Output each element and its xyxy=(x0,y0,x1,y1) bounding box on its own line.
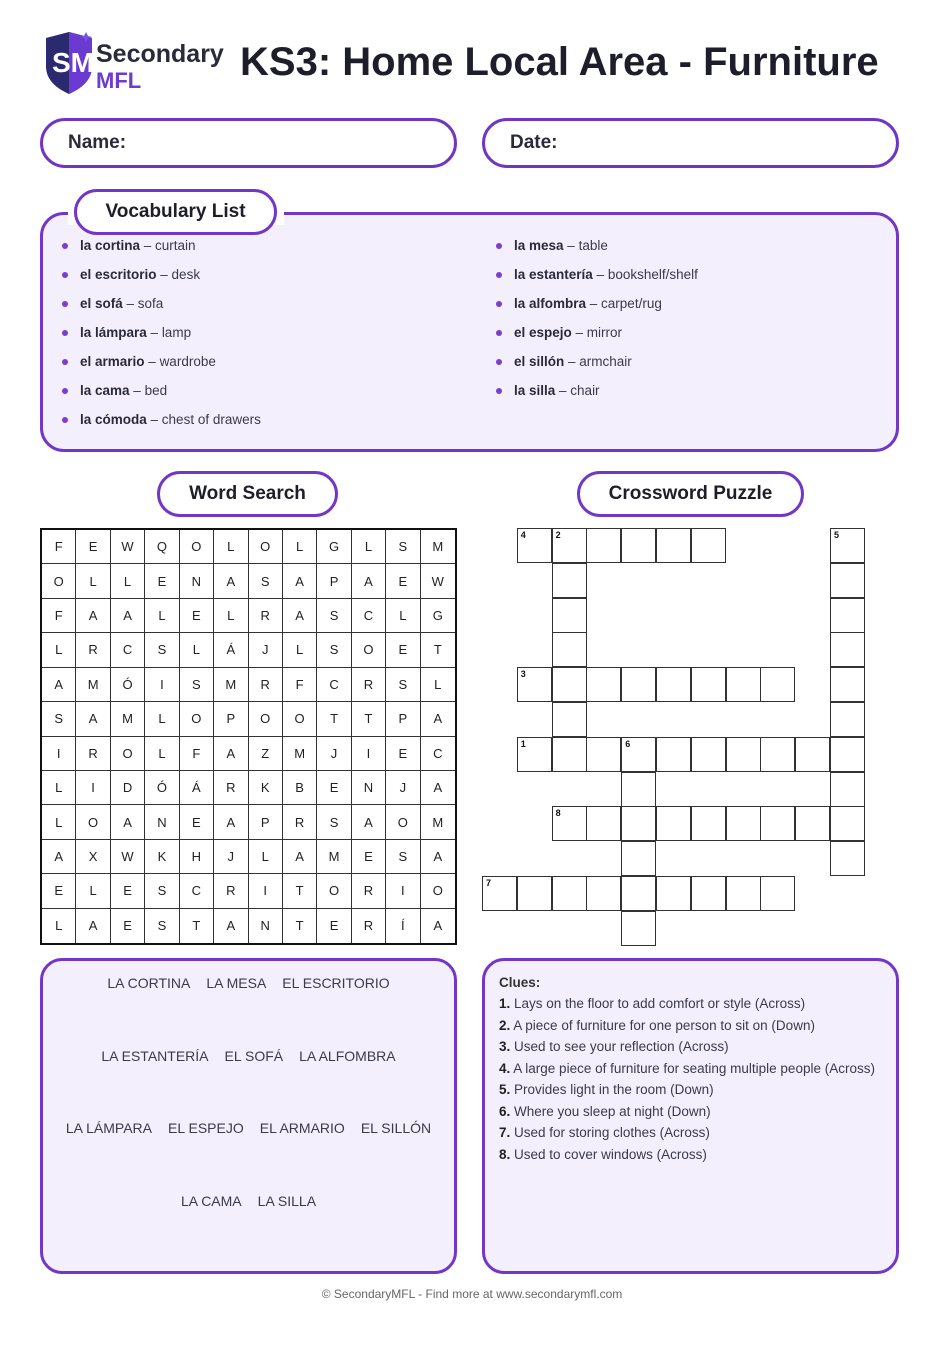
word-search-cell[interactable]: A xyxy=(283,599,317,633)
crossword-cell[interactable] xyxy=(760,876,795,911)
vocabulary-list-left xyxy=(62,236,261,439)
word-search-cell[interactable]: M xyxy=(317,840,351,874)
word-search-cell[interactable]: L xyxy=(421,668,455,702)
clue-item: 2. A piece of furniture for one person to sit on (Down) xyxy=(499,1017,815,1033)
word-search-cell[interactable]: E xyxy=(180,805,214,839)
word-search-cell[interactable]: O xyxy=(283,702,317,736)
word-search-cell[interactable]: N xyxy=(180,564,214,598)
word-search-cell[interactable]: O xyxy=(180,702,214,736)
vocab-item: el sillón – armchair xyxy=(496,352,698,381)
word-search-cell[interactable]: R xyxy=(214,874,248,908)
crossword-clue-number: 4 xyxy=(520,530,526,540)
vocabulary-list-right xyxy=(496,236,698,410)
word-search-cell[interactable]: W xyxy=(111,530,145,564)
word-search-cell[interactable]: L xyxy=(42,909,76,943)
shield-logo-icon xyxy=(42,30,96,96)
crossword-cell[interactable] xyxy=(586,737,621,772)
word-search-cell[interactable]: L xyxy=(145,702,179,736)
word-search-cell[interactable]: S xyxy=(180,668,214,702)
word-search-cell[interactable]: Z xyxy=(249,737,283,771)
word-search-cell[interactable]: M xyxy=(283,737,317,771)
word-search-cell[interactable]: S xyxy=(42,702,76,736)
word-bank-item: LA SILLA xyxy=(257,1193,317,1209)
word-search-cell[interactable]: R xyxy=(283,805,317,839)
word-search-cell[interactable]: L xyxy=(111,564,145,598)
word-search-cell[interactable]: A xyxy=(433,918,443,934)
word-search-cell[interactable]: E xyxy=(386,737,420,771)
crossword-cell[interactable] xyxy=(830,806,865,841)
crossword-cell[interactable] xyxy=(621,806,656,841)
crossword-cell[interactable] xyxy=(830,667,865,702)
word-search-cell[interactable]: L xyxy=(76,564,110,598)
word-search-cell[interactable]: L xyxy=(386,599,420,633)
crossword-cell[interactable] xyxy=(621,911,656,946)
crossword-cell[interactable] xyxy=(830,563,865,598)
word-search-cell[interactable]: I xyxy=(76,771,110,805)
word-search-cell[interactable]: E xyxy=(111,909,145,943)
vocab-item: la cortina – curtain xyxy=(62,236,261,265)
word-search-cell[interactable]: T xyxy=(352,702,386,736)
clues-panel xyxy=(482,958,899,1274)
word-search-cell[interactable]: E xyxy=(76,530,110,564)
word-search-cell[interactable]: T xyxy=(421,633,455,667)
logo-subtext: MFL xyxy=(96,68,142,93)
vocab-item: el armario – wardrobe xyxy=(62,352,261,381)
word-search-cell[interactable]: G xyxy=(421,599,455,633)
crossword-clue-number: 7 xyxy=(486,878,492,888)
clue-item: 4. A large piece of furniture for seating multiple people (Across) xyxy=(499,1060,875,1076)
crossword-cell[interactable] xyxy=(726,737,761,772)
word-search-cell[interactable]: L xyxy=(76,874,110,908)
crossword-cell[interactable] xyxy=(552,667,587,702)
crossword-cell[interactable] xyxy=(552,598,587,633)
word-search-cell[interactable]: L xyxy=(214,530,248,564)
crossword-cell[interactable] xyxy=(656,806,691,841)
crossword-cell[interactable] xyxy=(621,772,656,807)
crossword-heading: Crossword Puzzle xyxy=(577,471,804,517)
crossword-cell[interactable] xyxy=(517,528,552,563)
word-search-cell[interactable]: L xyxy=(214,599,248,633)
word-search-cell[interactable]: E xyxy=(352,840,386,874)
word-search-cell[interactable]: I xyxy=(386,874,420,908)
word-search-cell[interactable]: L xyxy=(42,633,76,667)
word-search-cell[interactable]: M xyxy=(76,668,110,702)
crossword-clue-number: 1 xyxy=(520,738,526,749)
word-bank-row xyxy=(43,1193,454,1209)
word-search-cell[interactable]: O xyxy=(352,633,386,667)
clues-title: Clues: xyxy=(499,975,541,990)
crossword-cell[interactable] xyxy=(830,528,865,563)
word-search-cell[interactable]: O xyxy=(111,737,145,771)
clue-item: 6. Where you sleep at night (Down) xyxy=(499,1103,711,1119)
word-search-cell[interactable]: P xyxy=(386,702,420,736)
word-search-cell[interactable]: I xyxy=(249,874,283,908)
word-search-cell[interactable]: S xyxy=(386,840,420,874)
svg-text:SM: SM xyxy=(52,47,94,78)
word-search-cell[interactable]: I xyxy=(145,668,179,702)
word-bank-item: LA LÁMPARA xyxy=(65,1120,152,1136)
clue-item: 7. Used for storing clothes (Across) xyxy=(499,1125,710,1140)
crossword-cell[interactable] xyxy=(656,528,691,563)
word-search-cell[interactable]: E xyxy=(386,564,420,598)
crossword-cell[interactable] xyxy=(586,806,621,841)
word-search-cell[interactable]: W xyxy=(421,564,455,598)
word-search-cell[interactable]: A xyxy=(76,909,110,943)
crossword-cell[interactable] xyxy=(726,876,761,911)
crossword-cell[interactable] xyxy=(656,737,691,772)
crossword-cell[interactable] xyxy=(830,632,865,667)
crossword-cell[interactable] xyxy=(586,667,621,702)
word-search-cell[interactable]: I xyxy=(42,737,76,771)
vocab-item: la mesa – table xyxy=(496,236,698,265)
word-search-cell[interactable]: O xyxy=(421,874,455,908)
crossword-cell[interactable] xyxy=(517,876,552,911)
word-search-cell[interactable]: C xyxy=(111,633,145,667)
crossword-cell[interactable] xyxy=(830,737,865,772)
word-search-cell[interactable]: L xyxy=(352,530,386,564)
crossword-cell[interactable] xyxy=(795,806,830,841)
word-search-cell[interactable]: A xyxy=(42,668,76,702)
word-bank-item: LA CAMA xyxy=(180,1193,242,1209)
word-search-cell[interactable]: O xyxy=(317,874,351,908)
word-search-cell[interactable]: N xyxy=(249,909,283,943)
word-search-cell[interactable]: R xyxy=(249,668,283,702)
crossword-cell[interactable] xyxy=(586,528,621,563)
word-search-cell[interactable]: M xyxy=(214,668,248,702)
word-search-cell[interactable]: S xyxy=(317,599,351,633)
word-bank xyxy=(40,958,457,1274)
word-search-cell[interactable]: R xyxy=(352,874,386,908)
crossword-cell[interactable] xyxy=(795,737,830,772)
vocab-item: la cómoda – chest of drawers xyxy=(62,410,261,439)
word-search-cell[interactable]: Q xyxy=(145,530,179,564)
crossword-cell[interactable] xyxy=(691,737,726,772)
word-search-cell[interactable]: S xyxy=(145,633,179,667)
crossword-cell[interactable] xyxy=(552,702,587,737)
word-search-cell[interactable]: A xyxy=(421,771,455,805)
name-label: Name: xyxy=(68,132,127,153)
crossword-cell[interactable] xyxy=(517,667,552,702)
word-bank-row xyxy=(43,975,454,991)
word-search-cell[interactable]: A xyxy=(352,805,386,839)
word-search-cell[interactable]: F xyxy=(180,737,214,771)
word-search-cell[interactable]: F xyxy=(42,530,76,564)
word-search-cell[interactable]: P xyxy=(317,564,351,598)
clue-item: 8. Used to cover windows (Across) xyxy=(499,1146,707,1162)
word-search-cell[interactable]: O xyxy=(42,564,76,598)
word-search-cell[interactable]: J xyxy=(214,840,248,874)
clue-item: 5. Provides light in the room (Down) xyxy=(499,1082,714,1097)
word-search-cell[interactable]: A xyxy=(111,599,145,633)
crossword-cell[interactable] xyxy=(586,876,621,911)
logo xyxy=(42,30,232,96)
word-search-cell[interactable]: A xyxy=(214,805,248,839)
word-search-cell[interactable]: S xyxy=(249,564,283,598)
word-search-cell[interactable]: O xyxy=(76,805,110,839)
word-search-cell[interactable]: M xyxy=(421,530,455,564)
crossword-cell[interactable] xyxy=(830,598,865,633)
crossword-cell[interactable] xyxy=(552,632,587,667)
word-search-cell[interactable]: A xyxy=(214,737,248,771)
word-search-cell[interactable]: A xyxy=(214,564,248,598)
word-search-heading: Word Search xyxy=(157,471,338,517)
word-search-cell[interactable]: T xyxy=(180,909,214,943)
word-search-cell[interactable]: A xyxy=(283,564,317,598)
word-bank-item: LA CORTINA xyxy=(107,975,191,991)
word-search-cell[interactable]: Ó xyxy=(111,668,145,702)
word-search-cell[interactable]: J xyxy=(317,737,351,771)
word-search-cell[interactable]: O xyxy=(249,702,283,736)
crossword-clue-number: 3 xyxy=(520,669,526,680)
word-search-cell[interactable]: C xyxy=(352,599,386,633)
word-search-grid xyxy=(40,528,457,945)
crossword-cell[interactable] xyxy=(691,667,726,702)
word-search-cell[interactable]: O xyxy=(180,530,214,564)
word-search-cell[interactable]: T xyxy=(317,702,351,736)
crossword-cell[interactable] xyxy=(482,876,517,911)
word-search-cell[interactable]: T xyxy=(283,909,317,943)
word-search-cell[interactable]: L xyxy=(145,737,179,771)
word-search-cell[interactable]: L xyxy=(283,633,317,667)
word-search-cell[interactable]: F xyxy=(42,599,76,633)
word-bank-row xyxy=(43,1120,454,1136)
crossword-cell[interactable] xyxy=(552,806,587,841)
word-search-cell[interactable]: Í xyxy=(386,909,420,943)
word-bank-item: EL ESPEJO xyxy=(168,1120,244,1136)
crossword-cell[interactable] xyxy=(691,528,726,563)
crossword-cell[interactable] xyxy=(621,528,656,563)
word-search-cell[interactable]: A xyxy=(42,840,76,874)
word-search-cell[interactable]: O xyxy=(386,805,420,839)
vocab-item: la silla – chair xyxy=(496,381,698,410)
word-search-cell[interactable]: O xyxy=(249,530,283,564)
logo-text: Secondary xyxy=(96,40,224,68)
crossword-cell[interactable] xyxy=(726,806,761,841)
word-bank-item: EL ESCRITORIO xyxy=(282,975,390,991)
vocabulary-heading: Vocabulary List xyxy=(74,189,277,235)
word-search-cell[interactable]: W xyxy=(111,840,145,874)
word-search-cell[interactable]: L xyxy=(42,771,76,805)
word-search-cell[interactable]: Á xyxy=(214,633,248,667)
crossword-cell[interactable] xyxy=(830,702,865,737)
footer: © SecondaryMFL - Find more at www.secondarymfl.com xyxy=(321,1287,623,1301)
crossword-clue-number: 5 xyxy=(834,530,840,540)
crossword-cell[interactable] xyxy=(621,876,656,911)
word-search-cell[interactable]: N xyxy=(352,771,386,805)
crossword-cell[interactable] xyxy=(552,528,587,563)
word-search-cell[interactable]: R xyxy=(76,633,110,667)
word-search-cell[interactable]: C xyxy=(317,668,351,702)
vocab-item: el escritorio – desk xyxy=(62,265,261,294)
word-search-cell[interactable]: A xyxy=(283,840,317,874)
word-search-cell[interactable]: D xyxy=(111,771,145,805)
word-search-cell[interactable]: E xyxy=(111,874,145,908)
word-search-cell[interactable]: R xyxy=(249,599,283,633)
word-bank-item: EL SOFÁ xyxy=(224,1048,284,1064)
word-search-cell[interactable]: R xyxy=(352,909,386,943)
vocab-item: el espejo – mirror xyxy=(496,323,698,352)
word-bank-item: EL ARMARIO xyxy=(259,1120,345,1136)
word-search-cell[interactable]: A xyxy=(421,702,455,736)
word-search-cell[interactable]: E xyxy=(42,874,76,908)
clue-item: 1. Lays on the floor to add comfort or style (Across) xyxy=(499,996,806,1011)
word-search-cell[interactable]: C xyxy=(421,737,455,771)
word-search-cell[interactable]: Á xyxy=(180,771,214,805)
word-search-cell[interactable]: X xyxy=(76,840,110,874)
word-search-cell[interactable]: A xyxy=(214,909,248,943)
word-search-cell[interactable]: S xyxy=(386,530,420,564)
word-search-cell[interactable]: A xyxy=(352,564,386,598)
word-search-cell[interactable]: E xyxy=(145,564,179,598)
word-search-cell[interactable]: G xyxy=(317,530,351,564)
crossword-cell[interactable] xyxy=(621,737,656,772)
word-search-cell[interactable]: K xyxy=(145,840,179,874)
word-search-cell[interactable]: H xyxy=(180,840,214,874)
word-search-cell[interactable]: L xyxy=(42,805,76,839)
crossword-cell[interactable] xyxy=(552,737,587,772)
word-search-cell[interactable]: S xyxy=(317,633,351,667)
vocab-item: el sofá – sofa xyxy=(62,294,261,323)
word-search-cell[interactable]: L xyxy=(249,840,283,874)
crossword-cell[interactable] xyxy=(656,667,691,702)
word-search-cell[interactable]: A xyxy=(76,599,110,633)
word-bank-item: LA MESA xyxy=(206,975,267,991)
word-search-cell[interactable]: S xyxy=(386,668,420,702)
crossword-cell[interactable] xyxy=(726,667,761,702)
word-search-cell[interactable]: A xyxy=(421,840,455,874)
crossword-clue-number: 2 xyxy=(555,530,561,540)
word-search-cell[interactable]: A xyxy=(76,702,110,736)
word-search-cell[interactable]: S xyxy=(317,805,351,839)
word-search-cell[interactable]: R xyxy=(214,771,248,805)
word-search-cell[interactable]: L xyxy=(283,530,317,564)
word-search-cell[interactable]: T xyxy=(283,874,317,908)
word-search-cell[interactable]: L xyxy=(180,633,214,667)
crossword-cell[interactable] xyxy=(691,876,726,911)
name-field[interactable] xyxy=(40,118,457,168)
crossword-cell[interactable] xyxy=(517,737,552,772)
word-search-cell[interactable]: E xyxy=(386,633,420,667)
vocab-item: la lámpara – lamp xyxy=(62,323,261,352)
vocab-item: la alfombra – carpet/rug xyxy=(496,294,698,323)
word-search-cell[interactable]: R xyxy=(352,668,386,702)
word-search-cell[interactable]: E xyxy=(317,771,351,805)
crossword-cell[interactable] xyxy=(760,737,795,772)
word-search-cell[interactable]: N xyxy=(145,805,179,839)
word-bank-item: LA ESTANTERÍA xyxy=(101,1048,209,1064)
crossword-cell[interactable] xyxy=(552,563,587,598)
word-search-cell[interactable]: C xyxy=(180,874,214,908)
crossword-clue-number: 6 xyxy=(625,738,631,749)
crossword-cell[interactable] xyxy=(621,667,656,702)
word-search-cell[interactable]: A xyxy=(111,805,145,839)
word-search-cell[interactable]: Ó xyxy=(145,771,179,805)
crossword-cell[interactable] xyxy=(691,806,726,841)
word-search-cell[interactable]: K xyxy=(249,771,283,805)
crossword-cell[interactable] xyxy=(621,841,656,876)
crossword-cell[interactable] xyxy=(830,772,865,807)
crossword-cell[interactable] xyxy=(552,876,587,911)
crossword-cell[interactable] xyxy=(760,806,795,841)
crossword-clue-number: 8 xyxy=(555,808,561,819)
page-title: KS3: Home Local Area - Furniture xyxy=(240,40,879,84)
word-bank-row xyxy=(43,1048,454,1064)
crossword-cell[interactable] xyxy=(656,876,691,911)
word-search-cell[interactable]: I xyxy=(352,737,386,771)
crossword-cell[interactable] xyxy=(830,841,865,876)
word-search-cell[interactable]: J xyxy=(386,771,420,805)
vocab-item: la estantería – bookshelf/shelf xyxy=(496,265,698,294)
word-search-cell[interactable]: E xyxy=(317,909,351,943)
word-bank-item: LA ALFOMBRA xyxy=(299,1048,396,1064)
word-search-cell[interactable]: B xyxy=(283,771,317,805)
word-search-cell[interactable]: M xyxy=(111,702,145,736)
word-search-cell[interactable]: P xyxy=(249,805,283,839)
date-label: Date: xyxy=(510,132,558,153)
word-search-cell[interactable]: E xyxy=(180,599,214,633)
word-search-cell[interactable]: R xyxy=(76,737,110,771)
crossword-cell[interactable] xyxy=(760,667,795,702)
word-search-cell[interactable]: L xyxy=(145,599,179,633)
word-search-cell[interactable]: F xyxy=(283,668,317,702)
word-search-cell[interactable]: S xyxy=(145,909,179,943)
date-field[interactable] xyxy=(482,118,899,168)
word-search-cell[interactable]: P xyxy=(214,702,248,736)
clue-item: 3. Used to see your reflection (Across) xyxy=(499,1039,729,1054)
word-bank-item: EL SILLÓN xyxy=(360,1120,432,1136)
word-search-cell[interactable]: M xyxy=(421,805,455,839)
vocab-item: la cama – bed xyxy=(62,381,261,410)
word-search-cell[interactable]: J xyxy=(249,633,283,667)
word-search-cell[interactable]: S xyxy=(145,874,179,908)
